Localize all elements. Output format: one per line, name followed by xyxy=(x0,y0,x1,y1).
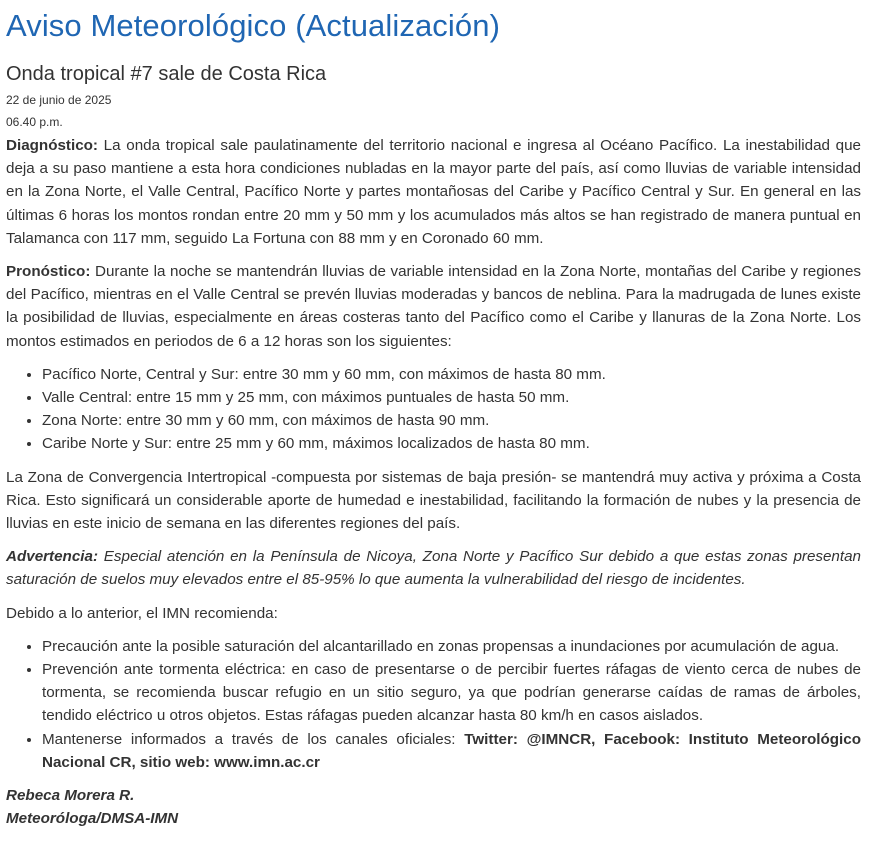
list-item xyxy=(42,728,861,774)
publish-date: 22 de junio de 2025 xyxy=(6,93,112,107)
diagnostico-text: La onda tropical sale paulatinamente del territorio nacional e ingresa al Océano Pacífico. La inestabilidad que deja a su paso mantiene a esta hora condiciones nubladas en la mayor parte del país, así como lluvias de variable intensidad en la Zona Norte, el Valle Central, Pacífico Norte y partes montañosas del Caribe y Pacífico Central y Sur. En general en las últimas 6 horas los montos rondan entre 20 mm y 50 mm y los acumulados más altos se han registrado de manera puntual en Talamanca con 117 mm, seguido La Fortuna con 88 mm y en Coronado 60 mm. xyxy=(6,137,861,247)
diagnostico-paragraph xyxy=(6,134,861,250)
pronostico-paragraph xyxy=(6,260,861,353)
advertencia-text: Especial atención en la Península de Nicoya, Zona Norte y Pacífico Sur debido a que estas zonas presentan saturación de suelos muy elevados entre el 85-95% lo que aumenta la vulnerabilidad del riesgo de incidentes. xyxy=(6,548,861,589)
zona-convergencia-paragraph: La Zona de Convergencia Intertropical -compuesta por sistemas de baja presión- se mantendrá muy activa y próxima a Costa Rica. Esto significará un considerable aporte de humedad e inestabilidad, facilitando la formación de nubes y la presencia de lluvias en este inicio de semana en las diferentes regiones del país. xyxy=(6,468,861,533)
list-item: • Pacífico Norte, Central y Sur: entre 30 mm y 60 mm, con máximos de hasta 80 mm. xyxy=(42,363,861,386)
advertencia-paragraph xyxy=(6,545,861,591)
canales-oficiales: Twitter: @IMNCR, Facebook: Instituto Meteorológico Nacional CR, sitio web: www.imn.ac.cr xyxy=(42,730,861,771)
list-item: • Zona Norte: entre 30 mm y 60 mm, con máximos de hasta 90 mm. xyxy=(42,409,861,432)
list-item: • Prevención ante tormenta eléctrica: en caso de presentarse o de percibir fuertes ráfagas de viento cerca de nubes de tormenta, se recomienda buscar refugio en un sitio seguro, ya que podrían generarse caídas de ramas de árboles, tendido eléctrico u otros objetos. Estas ráfagas pueden alcanzar hasta 80 km/h en casos aislados. xyxy=(42,658,861,728)
diagnostico-label: Diagnóstico: xyxy=(6,137,98,154)
signature-role: Meteoróloga/DMSA-IMN xyxy=(6,810,179,828)
list-item: • Precaución ante la posible saturación del alcantarillado en zonas propensas a inundaciones por acumulación de agua. xyxy=(42,635,861,658)
publish-time: 06.40 p.m. xyxy=(6,115,63,129)
advertencia-label: Advertencia: xyxy=(6,548,99,566)
recomienda-list xyxy=(6,635,861,774)
pronostico-list xyxy=(6,363,861,456)
signature-name: Rebeca Morera R. xyxy=(6,787,135,805)
pronostico-text: Durante la noche se mantendrán lluvias de variable intensidad en la Zona Norte, montañas del Caribe y regiones del Pacífico, mientras en el Valle Central se prevén lluvias moderadas y bancos de neblina. Para la madrugada de lunes existe la posibilidad de lluvias, especialmente en áreas costeras tanto del Pacífico como el Caribe y llanuras de la Zona Norte. Los montos estimados en periodos de 6 a 12 horas son los siguientes: xyxy=(6,263,861,350)
signature xyxy=(6,784,861,830)
canales-text: Mantenerse informados a través de los canales oficiales: xyxy=(42,730,465,748)
list-item: • Valle Central: entre 15 mm y 25 mm, con máximos puntuales de hasta 50 mm. xyxy=(42,386,861,409)
pronostico-label: Pronóstico: xyxy=(6,263,91,281)
list-item: • Caribe Norte y Sur: entre 25 mm y 60 mm, máximos localizados de hasta 80 mm. xyxy=(42,432,861,455)
page-subtitle: Onda tropical #7 sale de Costa Rica xyxy=(6,63,327,85)
page-title: Aviso Meteorológico (Actualización) xyxy=(6,8,500,43)
recomienda-intro: Debido a lo anterior, el IMN recomienda: xyxy=(6,604,278,622)
